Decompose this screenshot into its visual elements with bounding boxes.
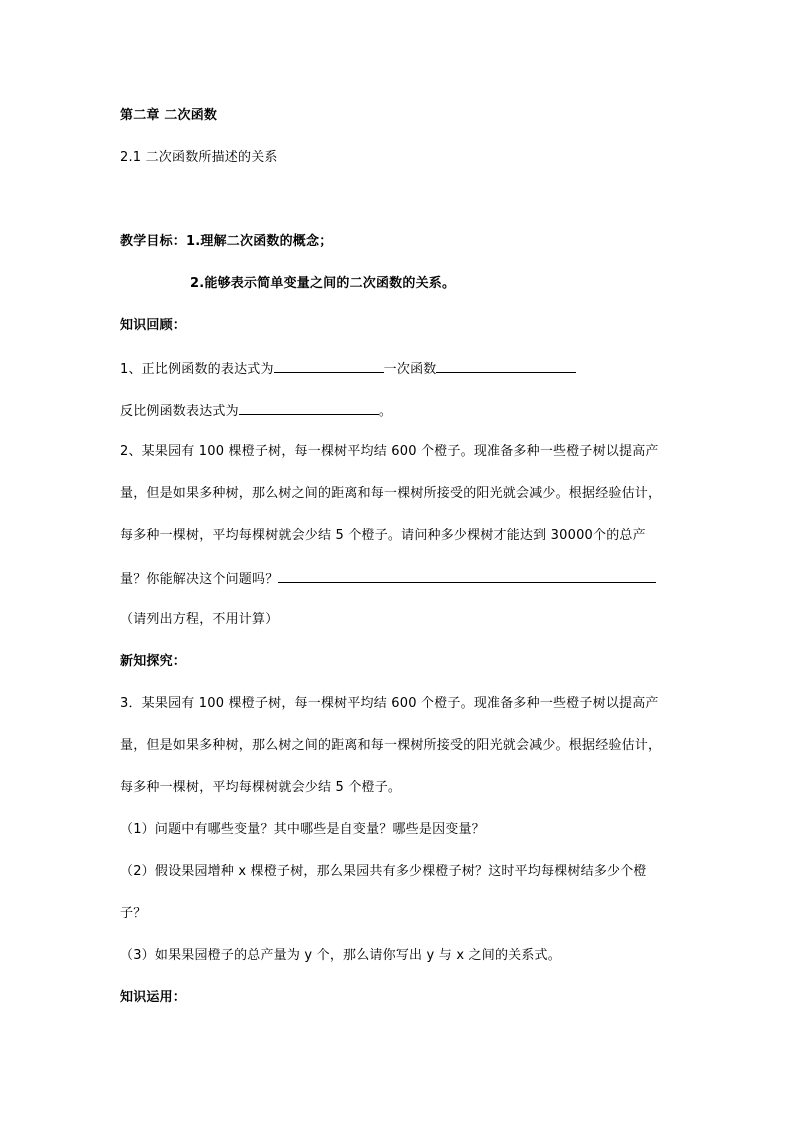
objectives-line-1	[120, 233, 332, 251]
q2-text-4: 量？你能解决这个问题吗？	[120, 572, 279, 587]
q1-blank-proportional[interactable]	[274, 359, 384, 373]
explore-q3-line3: 每多种一棵树，平均每棵树就会少结 5 个橙子。	[120, 780, 402, 795]
review-q2-line4	[120, 569, 656, 589]
q1-text-2: 一次函数	[383, 362, 437, 377]
review-q2-note: （请列出方程，不用计算）	[120, 612, 279, 627]
objective-item-2: 2.能够表示简单变量之间的二次函数的关系。	[190, 276, 456, 291]
explore-heading: 新知探究：	[120, 654, 187, 669]
review-heading: 知识回顾：	[120, 318, 187, 333]
objectives-label: 教学目标：	[120, 234, 187, 249]
explore-q3-line1: 3．某果园有 100 棵橙子树，每一棵树平均结 600 个橙子。现准备多种一些橙子树以提高产	[120, 696, 659, 711]
q1-blank-linear[interactable]	[436, 359, 576, 373]
section-title: 2.1 二次函数所描述的关系	[120, 150, 278, 165]
q1-text-1: 1、正比例函数的表达式为	[120, 362, 274, 377]
q2-answer-blank[interactable]	[278, 569, 656, 583]
objective-item-1: 1.理解二次函数的概念；	[186, 234, 333, 249]
explore-q3-line2: 量，但是如果多种树，那么树之间的距离和每一棵树所接受的阳光就会减少。根据经验估计，	[120, 738, 662, 753]
explore-sub1: （1）问题中有哪些变量？其中哪些是自变量？哪些是因变量？	[120, 822, 485, 837]
q1-text-end: 。	[378, 404, 393, 419]
explore-sub2-line1: （2）假设果园增种 x 棵橙子树，那么果园共有多少棵橙子树？这时平均每棵树结多少个橙	[120, 864, 647, 879]
q1-text-3: 反比例函数表达式为	[120, 404, 239, 419]
explore-sub2-line2: 子？	[120, 906, 147, 921]
review-q2-line1: 2、某果园有 100 棵橙子树，每一棵树平均结 600 个橙子。现准备多种一些橙子树以提高产	[120, 444, 659, 459]
application-heading: 知识运用：	[120, 990, 187, 1005]
review-q1-line1	[120, 359, 576, 379]
q1-blank-inverse[interactable]	[239, 401, 379, 415]
chapter-title: 第二章 二次函数	[120, 108, 218, 123]
review-q2-line3: 每多种一棵树，平均每棵树就会少结 5 个橙子。请问种多少棵树才能达到 30000个的总产	[120, 528, 646, 543]
explore-sub3: （3）如果果园橙子的总产量为 y 个，那么请你写出 y 与 x 之间的关系式。	[120, 948, 561, 963]
review-q1-line2	[120, 401, 392, 421]
review-q2-line2: 量，但是如果多种树，那么树之间的距离和每一棵树所接受的阳光就会减少。根据经验估计，	[120, 486, 662, 501]
